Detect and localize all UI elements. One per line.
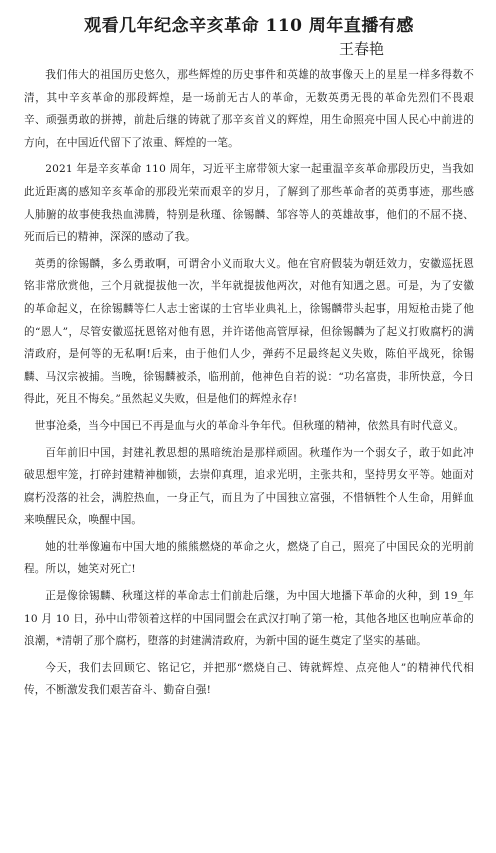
paragraph-xu-xilin: 英勇的徐锡麟，多么勇敢啊，可谓舍小义而取大义。他在官府假装为朝廷效力，安徽巡抚恩铭非常欣赏他，三个月就提拔他一次，半年就提拔他两次，对他有知遇之恩。可是，为了安徽的革命起义，在徐锡麟等仁人志士密谋的士官毕业典礼上，徐锡麟带头起事，用短枪击毙了他的“恩人”，尽管安徽巡抚恩铭对他有恩，并许诺他高管厚禄，但徐锡麟为了起义打败腐朽的满清政府，是何等的无私啊!后来，由于他们人少，弹药不足最终起义失败，陈伯平战死，徐锡麟、马汉宗被捕。当晚，徐锡麟被杀，临刑前，他神色自若的说：“功名富贵，非所快意，今日得此，死且不悔矣。”虽然起义失败，但是他们的辉煌永存! [24, 257, 474, 406]
paragraph-intro: 我们伟大的祖国历史悠久，那些辉煌的历史事件和英雄的故事像天上的星星一样多得数不清，其中辛亥革命的那段辉煌，是一场前无古人的革命，无数英勇无畏的革命先烈们不畏艰辛、顽强勇敢的拼搏，前赴后继的铸就了那辛亥首义的辉煌，用生命照亮中国人民心中前进的方向，在中国近代留下了浓重、辉煌的一笔。 [24, 69, 474, 149]
paragraph-wuchang-uprising: 正是像徐锡麟、秋瑾这样的革命志士们前赴后继，为中国大地播下革命的火种，到 19_年 10 月 10 日，孙中山带领着这样的中国同盟会在武汉打响了第一枪，其他各地区也响应革命的浪潮，*清朝了那个腐朽，堕落的封建满清政府，为新中国的诞生奠定了坚实的基础。 [24, 590, 474, 648]
paragraph-fire-of-revolution: 她的壮举像遍布中国大地的熊熊燃烧的革命之火，燃烧了自己，照亮了中国民众的光明前程。所以，她笑对死亡! [24, 540, 474, 576]
paragraph-conclusion: 今天，我们去回顾它、铭记它，并把那“燃烧自己、铸就辉煌、点亮他人”的精神代代相传，不断激发我们艰苦奋斗、勤奋自强! [24, 661, 474, 697]
author-name: 王春艳 [338, 40, 384, 58]
paragraph-qiu-jin: 百年前旧中国，封建礼教思想的黑暗统治是那样顽固。秋瑾作为一个弱女子，敢于如此冲破思想牢笼，打碎封建精神枷锁，去崇仰真理，追求光明，主张共和，坚持男女平等。她面对腐朽没落的社会，满腔热血，一身正气，而且为了中国独立富强，不惜牺牲个人生命，用鲜血来唤醒民众，唤醒中国。 [24, 446, 474, 527]
document-title: 观看几年纪念辛亥革命 110 周年直播有感 [84, 16, 414, 36]
document-body [24, 64, 474, 702]
paragraph-anniversary: 2021 年是辛亥革命 110 周年，习近平主席带领大家一起重温辛亥革命那段历史，当我如此近距离的感知辛亥革命的那段光荣而艰辛的岁月，了解到了那些革命者的英勇事迹，那些感人肺腑的故事使我热血沸腾，特别是秋瑾、徐锡麟、邹容等人的英雄故事，他们的不屈不挠、死而后已的精神，深深的感动了我。 [24, 163, 474, 244]
paragraph-times-changed: 世事沧桑，当今中国已不再是血与火的革命斗争年代。但秋瑾的精神，依然具有时代意义。 [34, 419, 465, 432]
